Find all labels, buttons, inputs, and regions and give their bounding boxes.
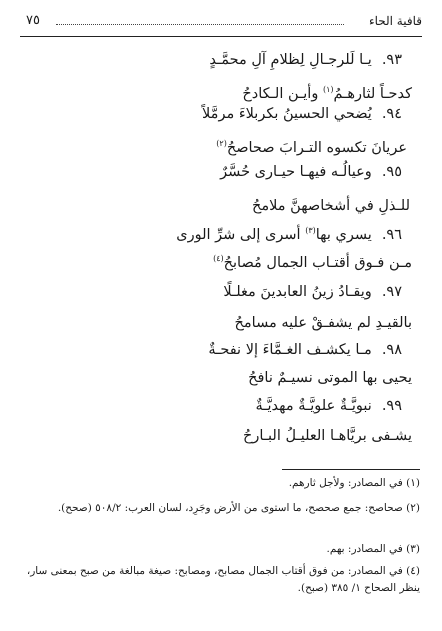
verse-number: ٩٤. (381, 106, 402, 122)
page-header (20, 10, 422, 37)
footnote-marker: (٣) (305, 226, 316, 236)
verse-text: يـا لَلرجـالِ لِظلامِ آلِ محمَّـدٍ (209, 52, 372, 68)
footnote: (٤) في المصادر: من فوق أقتاب الجمال مصابح، ومصابح: صيغة مبالغة من صبح بمعنى سار، ينظر الصحاح ١/ ٣٨٥ (صبح). (26, 565, 420, 594)
verse-line (202, 104, 402, 124)
verse-text: يشـفى بريَّاهـا العليـلُ البـارحُ (243, 428, 412, 444)
verse-number: ٩٧. (381, 284, 402, 300)
footnote: (٢) صحاصح: جمع صحصح، ما استوى من الأرض وجَرِد، لسان العرب: ٥٠٨/٢ (صحح). (57, 502, 420, 514)
verse-number: ٩٩. (381, 398, 402, 414)
verse-line (209, 50, 402, 70)
verse-number: ٩٣. (381, 52, 402, 68)
verse-line (248, 368, 412, 388)
chapter-title: قافية الحاء (368, 14, 422, 28)
verse-line (213, 253, 412, 273)
verse-line (256, 396, 403, 416)
verse-line (252, 196, 410, 216)
verse-text: يُضحي الحسينُ بكربلاءَ مرمَّلاً (202, 106, 372, 122)
verse-line (235, 313, 412, 333)
verse-text: وعيالُـه فيهـا حيـارى حُسَّرٌ (220, 164, 372, 180)
verse-line (242, 84, 412, 104)
verse-text: عريانَ تكسوه التـرابَ صحاصحُ (226, 140, 407, 156)
verse-line (176, 225, 402, 245)
verse-line (216, 138, 407, 158)
verse-line (220, 162, 402, 182)
verse-text: مـا يكشـف الغـمَّاءَ إلا نفحـةٌ (208, 342, 372, 358)
footnote-marker: (٤) (213, 254, 224, 264)
header-dotted-leader (56, 24, 344, 25)
verse-number: ٩٨. (381, 342, 402, 358)
verse-text: بالقيـدِ لم يشفـقْ عليه مسامحُ (234, 315, 412, 331)
footnote: (٣) في المصادر: بهم. (326, 543, 420, 555)
verse-text: مـن فـوق أقتـاب الجمال مُصابحُ (223, 255, 412, 271)
footnote-marker: (١) (322, 85, 334, 95)
verse-number: ٩٦. (381, 227, 402, 243)
verse-line (243, 426, 412, 446)
verse-text: ويقـادُ زينُ العابدينَ مغلـلًا (223, 284, 372, 300)
verse-text: للـذلِ في أشخاصهنَّ ملامحُ (252, 198, 410, 214)
page-number: ٧٥ (26, 13, 40, 28)
footnote-separator (282, 469, 420, 470)
footnote-marker: (٢) (216, 139, 227, 149)
verse-text: كدحـاً لثارهـمُ (333, 86, 412, 102)
verse-line (208, 340, 402, 360)
verse-text: يسري بها (315, 227, 372, 243)
verse-line (223, 282, 402, 302)
verse-text: يحيى بها الموتى نسيـمٌ نافحُ (248, 370, 412, 386)
verse-text-continued: وأيـن الـكادحُ (242, 86, 323, 102)
footnote: (١) في المصادر: ولأجل ثارهم. (288, 477, 420, 489)
verse-number: ٩٥. (381, 164, 402, 180)
verse-text: نبويَّـةٌ علويَّـةٌ مهديَّـةٌ (255, 398, 372, 414)
verse-text-continued: أسرى إلى شرِّ الورى (176, 227, 306, 243)
